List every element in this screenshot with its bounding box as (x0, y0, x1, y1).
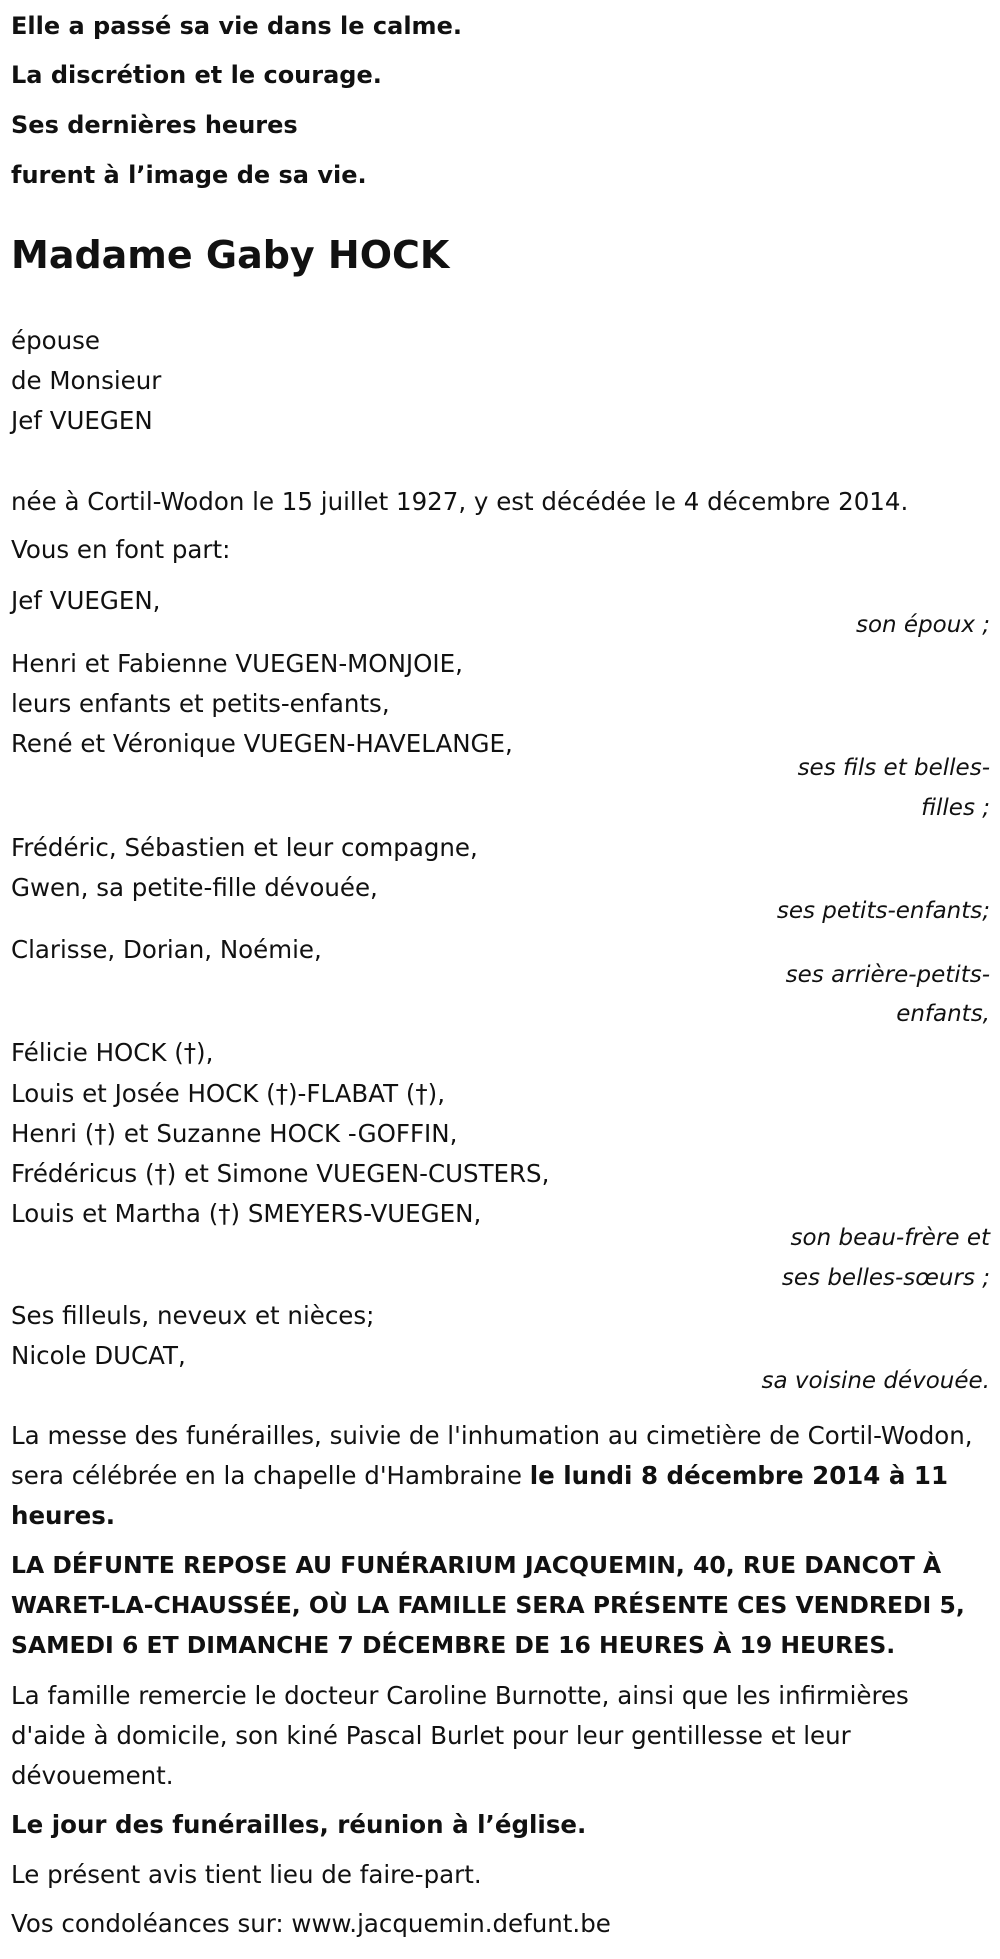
family-name-line: Félicie HOCK (†), (11, 1038, 214, 1067)
family-name-line: Nicole DUCAT, (11, 1341, 186, 1370)
family-role: ses arrière-petits- (785, 962, 990, 988)
family-name-line: Louis et Josée HOCK (†)-FLABAT (†), (11, 1079, 445, 1108)
spouse-line: épouse (11, 326, 100, 355)
announce-line: Vous en font part: (11, 535, 231, 564)
family-name-line: Jef VUEGEN, (11, 586, 161, 615)
poem-line: furent à l’image de sa vie. (11, 161, 367, 189)
poem-line: La discrétion et le courage. (11, 61, 382, 89)
mass-text: La messe des funérailles, suivie de l'inhumation au cimetière de Cortil-Wodon, sera célébrée en la chapelle d'Hambraine (11, 1421, 973, 1490)
family-name-line: Frédéric, Sébastien et leur compagne, (11, 833, 478, 862)
spouse-line: Jef VUEGEN (11, 406, 153, 435)
family-name-line: Gwen, sa petite-fille dévouée, (11, 873, 378, 902)
poem-line: Ses dernières heures (11, 111, 298, 139)
family-name-line: Louis et Martha (†) SMEYERS-VUEGEN, (11, 1199, 482, 1228)
meeting-line: Le jour des funérailles, réunion à l’église. (11, 1810, 587, 1839)
mass-date: le lundi 8 décembre 2014 à 11 heures. (11, 1461, 949, 1530)
family-role: ses petits-enfants; (776, 898, 990, 924)
repose-paragraph: LA DÉFUNTE REPOSE AU FUNÉRARIUM JACQUEMIN, 40, RUE DANCOT À WARET-LA-CHAUSSÉE, OÙ LA FAMILLE SERA PRÉSENTE CES VENDREDI 5, SAMEDI 6 ET DIMANCHE 7 DÉCEMBRE DE 16 HEURES À 19 HEURES. (11, 1551, 965, 1659)
page-title: Madame Gaby HOCK (11, 233, 450, 277)
birth-death-line: née à Cortil-Wodon le 15 juillet 1927, y est décédée le 4 décembre 2014. (11, 487, 909, 516)
family-role: enfants, (896, 1001, 990, 1027)
family-name-line: leurs enfants et petits-enfants, (11, 689, 390, 718)
family-role: son époux ; (855, 612, 990, 638)
notice-line: Le présent avis tient lieu de faire-part. (11, 1860, 482, 1889)
family-name-line: Henri (†) et Suzanne HOCK -GOFFIN, (11, 1119, 458, 1148)
family-name-line: Clarisse, Dorian, Noémie, (11, 935, 322, 964)
family-role: ses fils et belles- (797, 755, 990, 781)
family-name-line: Frédéricus (†) et Simone VUEGEN-CUSTERS, (11, 1159, 550, 1188)
condolences-line: Vos condoléances sur: www.jacquemin.defunt.be (11, 1909, 611, 1938)
family-name-line: Henri et Fabienne VUEGEN-MONJOIE, (11, 649, 463, 678)
family-name-line: Ses filleuls, neveux et nièces; (11, 1301, 375, 1330)
mass-paragraph (11, 1416, 991, 1536)
thanks-paragraph: La famille remercie le docteur Caroline Burnotte, ainsi que les infirmières d'aide à domicile, son kiné Pascal Burlet pour leur gentillesse et leur dévouement. (11, 1681, 909, 1790)
family-role: sa voisine dévouée. (761, 1368, 990, 1394)
poem-line: Elle a passé sa vie dans le calme. (11, 12, 462, 40)
family-name-line: René et Véronique VUEGEN-HAVELANGE, (11, 729, 513, 758)
spouse-line: de Monsieur (11, 366, 162, 395)
family-role: ses belles-sœurs ; (781, 1265, 990, 1291)
family-role: son beau-frère et (790, 1225, 990, 1251)
family-role: filles ; (921, 795, 990, 821)
